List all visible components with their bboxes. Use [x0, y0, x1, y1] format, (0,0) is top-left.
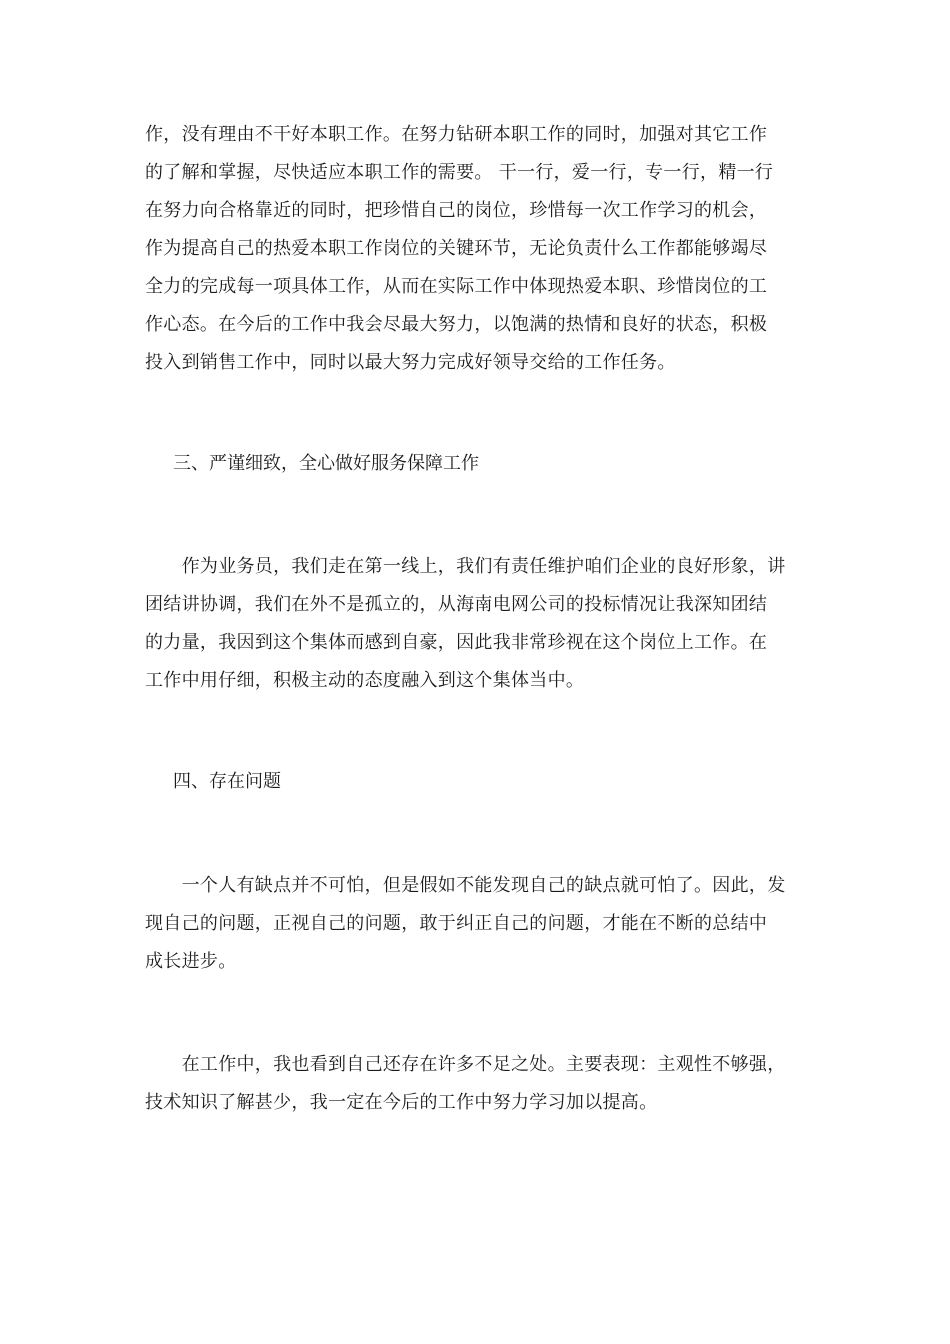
paragraph-work-attitude — [145, 116, 809, 382]
text-line: 工作中用仔细，积极主动的态度融入到这个集体当中。 — [145, 670, 585, 691]
text-line: 的了解和掌握，尽快适应本职工作的需要。 干一行，爱一行，专一行，精一行 — [145, 162, 774, 183]
section-heading-4: 四、存在问题 — [173, 771, 281, 792]
paragraph-shortcomings — [145, 867, 809, 981]
text-line: 在工作中，我也看到自己还存在许多不足之处。主要表现：主观性不够强， — [145, 1054, 786, 1075]
text-line: 在努力向合格靠近的同时，把珍惜自己的岗位，珍惜每一次工作学习的机会， — [145, 200, 768, 221]
text-line: 投入到销售工作中，同时以最大努力完成好领导交给的工作任务。 — [145, 352, 676, 373]
text-line: 作为业务员，我们走在第一线上，我们有责任维护咱们企业的良好形象，讲 — [145, 556, 786, 577]
section-heading-3: 三、严谨细致，全心做好服务保障工作 — [173, 453, 479, 474]
text-line: 技术知识了解甚少，我一定在今后的工作中努力学习加以提高。 — [145, 1092, 658, 1113]
text-line: 的力量，我因到这个集体而感到自豪，因此我非常珍视在这个岗位上工作。在 — [145, 632, 768, 653]
text-line: 全力的完成每一项具体工作，从而在实际工作中体现热爱本职、珍惜岗位的工 — [145, 276, 768, 297]
text-line: 成长进步。 — [145, 951, 237, 972]
text-line: 作为提高自己的热爱本职工作岗位的关键环节，无论负责什么工作都能够竭尽 — [145, 238, 768, 259]
text-line: 一个人有缺点并不可怕，但是假如不能发现自己的缺点就可怕了。因此，发 — [145, 875, 786, 896]
text-line: 现自己的问题，正视自己的问题，敢于纠正自己的问题，才能在不断的总结中 — [145, 913, 768, 934]
text-line: 作，没有理由不干好本职工作。在努力钻研本职工作的同时，加强对其它工作 — [145, 124, 768, 145]
text-line: 团结讲协调，我们在外不是孤立的，从海南电网公司的投标情况让我深知团结 — [145, 594, 768, 615]
paragraph-teamwork — [145, 548, 809, 700]
text-line: 作心态。在今后的工作中我会尽最大努力，以饱满的热情和良好的状态，积极 — [145, 314, 768, 335]
paragraph-improvement — [145, 1046, 809, 1122]
